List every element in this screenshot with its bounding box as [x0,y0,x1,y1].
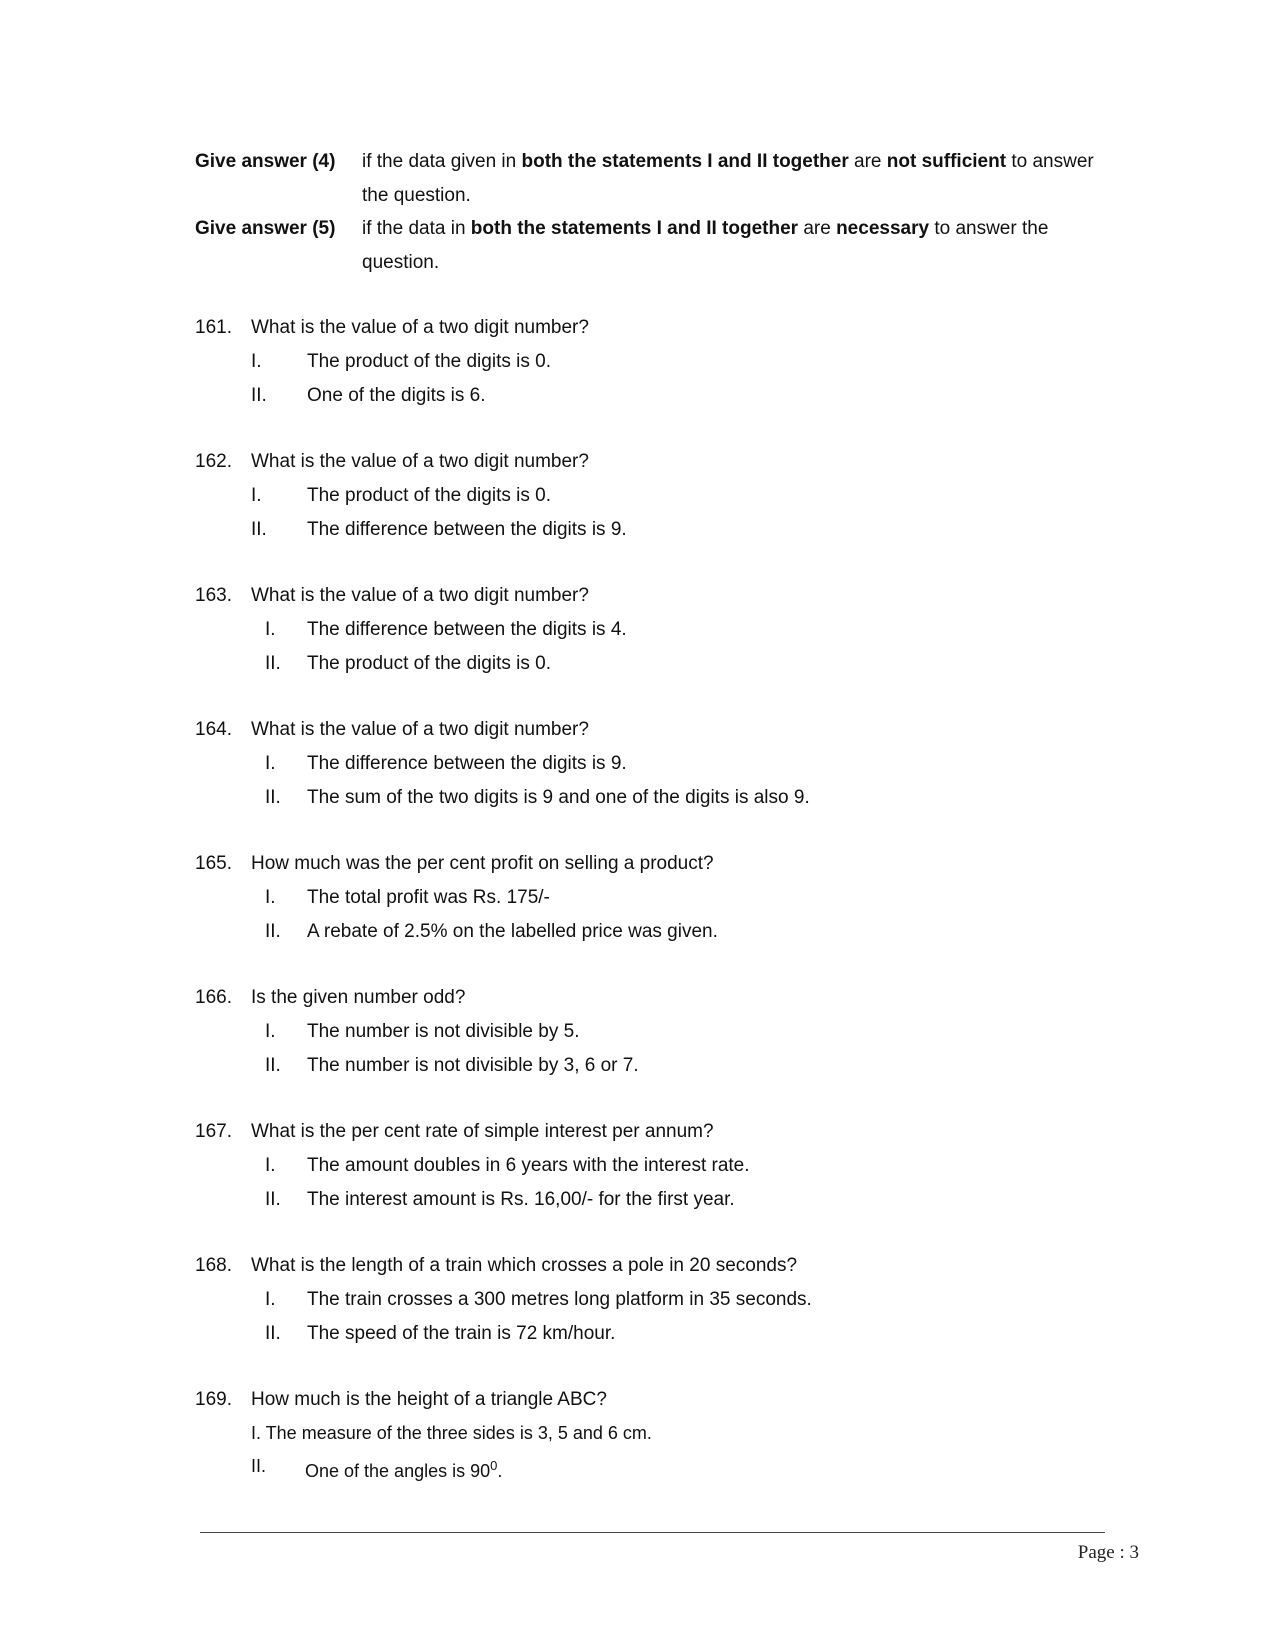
question-163 [195,579,1095,681]
statement-1 [195,1283,1095,1317]
question-166 [195,981,1095,1083]
instruction-text [362,145,1125,213]
statement-text: One of the digits is 6. [307,385,486,406]
instruction-text-part: if the data given in [362,151,522,172]
statement-numeral: II. [251,385,267,406]
question-text: What is the value of a two digit number? [251,317,589,338]
statement-text-main: One of the angles is 90 [305,1461,491,1481]
statement-text: The product of the digits is 0. [307,351,551,372]
question-number: 162. [195,451,232,472]
instruction-emphasis: not sufficient [886,151,1007,172]
question-number: 163. [195,585,232,606]
question-text: Is the given number odd? [251,987,466,1008]
question-number: 165. [195,853,232,874]
question-line [195,1249,1095,1283]
instruction-label: Give answer (4) [195,151,336,172]
statement-numeral: I. [265,887,276,908]
instruction-text-part: if the data in [362,218,471,239]
statement-2 [195,1183,1095,1217]
statement-numeral: II. [265,653,281,674]
statement-numeral: I. [265,619,276,640]
statement-2 [195,915,1095,949]
instruction-text [362,212,1125,280]
degree-superscript: 0 [490,1458,498,1473]
instruction-text-part: to answer the question. [362,218,1049,273]
question-168 [195,1249,1095,1351]
statement-text: The difference between the digits is 9. [307,519,627,540]
statement-numeral: II. [265,787,281,808]
statement-1 [195,1015,1095,1049]
statement-2 [195,513,1095,547]
statement-numeral: I. [251,351,262,372]
statement-text: I. The measure of the three sides is 3, 5 and 6 cm. [251,1423,652,1443]
statement-text [305,1449,502,1488]
statement-numeral: I. [265,1289,276,1310]
question-number: 161. [195,317,232,338]
statement-text-suffix: . [497,1461,503,1481]
question-number: 169. [195,1389,232,1410]
statement-numeral: I. [265,1021,276,1042]
question-162 [195,445,1095,547]
question-number: 166. [195,987,232,1008]
statement-2 [195,379,1095,413]
question-169 [195,1383,1095,1483]
statement-1 [195,345,1095,379]
statement-numeral: II. [265,921,281,942]
instruction-answer-5 [195,212,1125,280]
statement-1 [195,1149,1095,1183]
question-line [195,847,1095,881]
statement-1 [195,1417,1095,1449]
statement-2 [195,1317,1095,1351]
statement-numeral: II. [251,1456,267,1476]
question-number: 167. [195,1121,232,1142]
statement-1 [195,747,1095,781]
question-text: What is the length of a train which crosses a pole in 20 seconds? [251,1255,798,1276]
statement-numeral: II. [265,1323,281,1344]
statement-numeral: I. [251,485,262,506]
statement-text: A rebate of 2.5% on the labelled price was given. [307,921,718,942]
instruction-answer-4 [195,145,1125,213]
question-text: How much is the height of a triangle ABC? [251,1389,607,1410]
question-text: What is the value of a two digit number? [251,451,589,472]
statement-2 [195,781,1095,815]
statement-numeral: I. [265,753,276,774]
statement-text: The train crosses a 300 metres long platform in 35 seconds. [307,1289,812,1310]
instruction-text-part: are [798,218,837,239]
instruction-text-part: are [848,151,887,172]
question-line [195,1115,1095,1149]
statement-numeral: II. [265,1189,281,1210]
question-line [195,1383,1095,1417]
question-165 [195,847,1095,949]
statement-numeral: II. [265,1055,281,1076]
question-text: What is the per cent rate of simple interest per annum? [251,1121,714,1142]
question-number: 164. [195,719,232,740]
question-164 [195,713,1095,815]
question-line [195,713,1095,747]
statement-text: The difference between the digits is 9. [307,753,627,774]
statement-text: The number is not divisible by 3, 6 or 7. [307,1055,639,1076]
page-number: Page : 3 [1077,1542,1139,1563]
statement-text: The interest amount is Rs. 16,00/- for the first year. [307,1189,735,1210]
statement-1 [195,613,1095,647]
statement-text: The sum of the two digits is 9 and one of the digits is also 9. [307,787,810,808]
statement-numeral: II. [251,519,267,540]
question-text: How much was the per cent profit on selling a product? [251,853,714,874]
statement-1 [195,881,1095,915]
question-text: What is the value of a two digit number? [251,719,589,740]
statement-text: The total profit was Rs. 175/- [307,887,550,908]
instruction-emphasis: both the statements I and II together [521,151,849,172]
statement-text: The amount doubles in 6 years with the interest rate. [307,1155,750,1176]
instruction-label: Give answer (5) [195,218,336,239]
statement-2 [195,647,1095,681]
statement-1 [195,479,1095,513]
question-line [195,445,1095,479]
statement-2 [195,1049,1095,1083]
instruction-emphasis: both the statements I and II together [470,218,799,239]
question-number: 168. [195,1255,232,1276]
statement-text: The product of the digits is 0. [307,653,551,674]
footer-rule [200,1532,1105,1533]
statement-2 [195,1449,1095,1483]
question-161 [195,311,1095,413]
instruction-emphasis: necessary [836,218,930,239]
statement-text: The number is not divisible by 5. [307,1021,580,1042]
statement-numeral: I. [265,1155,276,1176]
question-line [195,981,1095,1015]
question-167 [195,1115,1095,1217]
statement-text: The product of the digits is 0. [307,485,551,506]
question-line [195,311,1095,345]
question-line [195,579,1095,613]
instruction-text-part: to answer the question. [362,151,1094,206]
question-text: What is the value of a two digit number? [251,585,589,606]
statement-text: The speed of the train is 72 km/hour. [307,1323,616,1344]
statement-text: The difference between the digits is 4. [307,619,627,640]
